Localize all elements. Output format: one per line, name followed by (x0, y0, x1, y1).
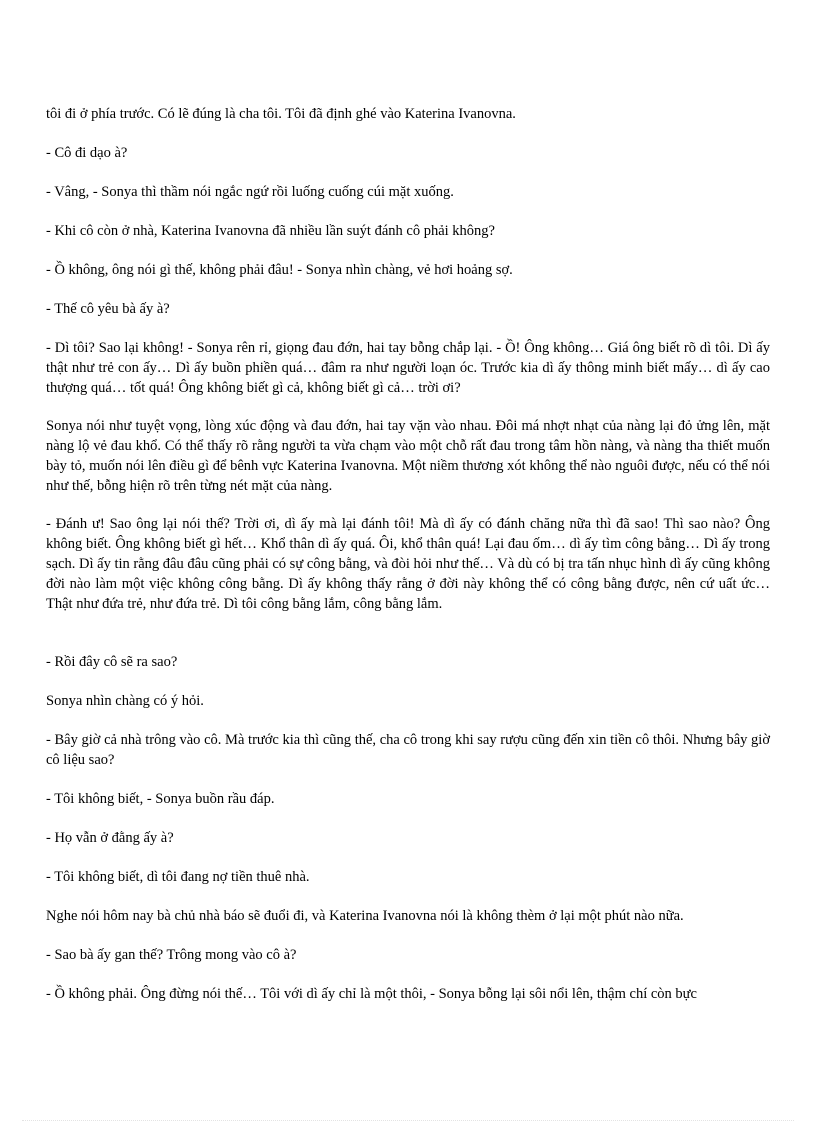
paragraph: Sonya nhìn chàng có ý hỏi. (46, 693, 204, 709)
paragraph: - Dì tôi? Sao lại không! - Sonya rên rỉ, giọng đau đớn, hai tay bỗng chắp lại. - Ồ! Ông không… Giá ông biết rõ dì tôi. Dì ấy thật như trẻ con ấy… Dì ấy buồn phiền quá… đâm ra như người loạn óc. Trước kia dì ấy thông minh biết mấy… dì ấy cao thượng quá… tốt quá! Ông không biết gì cả, không biết gì cả… trời ơi? (46, 340, 770, 396)
paragraph: tôi đi ở phía trước. Có lẽ đúng là cha tôi. Tôi đã định ghé vào Katerina Ivanovna. (46, 106, 516, 122)
paragraph: - Tôi không biết, - Sonya buồn rầu đáp. (46, 791, 275, 807)
paragraph: - Thế cô yêu bà ấy à? (46, 301, 170, 317)
page-bottom-rule (22, 1120, 794, 1121)
paragraph: - Tôi không biết, dì tôi đang nợ tiền thuê nhà. (46, 869, 310, 885)
paragraph: - Ồ không, ông nói gì thế, không phải đâu! - Sonya nhìn chàng, vẻ hơi hoảng sợ. (46, 262, 513, 278)
paragraph: - Sao bà ấy gan thế? Trông mong vào cô à? (46, 947, 297, 963)
paragraph: - Bây giờ cả nhà trông vào cô. Mà trước kia thì cũng thế, cha cô trong khi say rượu cũng đến xin tiền cô thôi. Nhưng bây giờ cô liệu sao? (46, 732, 770, 768)
paragraph: - Ồ không phải. Ông đừng nói thế… Tôi với dì ấy chỉ là một thôi, - Sonya bỗng lại sôi nổi lên, thậm chí còn bực (46, 986, 697, 1002)
paragraph: Nghe nói hôm nay bà chủ nhà báo sẽ đuổi đi, và Katerina Ivanovna nói là không thèm ở lại một phút nào nữa. (46, 908, 684, 924)
paragraph: - Rồi đây cô sẽ ra sao? (46, 654, 178, 670)
paragraph: - Khi cô còn ở nhà, Katerina Ivanovna đã nhiều lần suýt đánh cô phải không? (46, 223, 495, 239)
paragraph: - Vâng, - Sonya thì thầm nói ngắc ngứ rồi luống cuống cúi mặt xuống. (46, 184, 454, 200)
paragraph: - Họ vẫn ở đằng ấy à? (46, 830, 174, 846)
paragraph: - Cô đi dạo à? (46, 145, 128, 161)
paragraph: - Đánh ư! Sao ông lại nói thế? Trời ơi, dì ấy mà lại đánh tôi! Mà dì ấy có đánh chăng nữa thì đã sao! Thì sao nào? Ông không biết. Ông không biết gì hết… Khổ thân dì ấy quá. Ôi, khổ thân quá! Lại đau ốm… dì ấy tìm công bằng… Dì ấy trong sạch. Dì ấy tin rằng đâu đâu cũng phải có sự công bằng, và đòi hỏi như thế… Và dù có bị tra tấn nhục hình dì ấy cũng không đời nào làm một việc không công bằng. Dì ấy không thấy rằng ở đời này không thể có công bằng được, nên cứ uất ức… Thật như đứa trẻ, như đứa trẻ. Dì tôi công bằng lắm, công bằng lắm. (46, 516, 770, 612)
paragraph: Sonya nói như tuyệt vọng, lòng xúc động và đau đớn, hai tay vặn vào nhau. Đôi má nhợt nhạt của nàng lại đỏ ửng lên, mặt nàng lộ vẻ đau khổ. Có thể thấy rõ rằng người ta vừa chạm vào một chỗ rất đau trong tâm hồn nàng, và nàng tha thiết muốn bày tỏ, muốn nói lên điều gì để bênh vực Katerina Ivanovna. Một niềm thương xót không thể nào nguôi được, nếu có thể nói như thế, bỗng hiện rõ trên từng nét mặt của nàng. (46, 418, 770, 494)
